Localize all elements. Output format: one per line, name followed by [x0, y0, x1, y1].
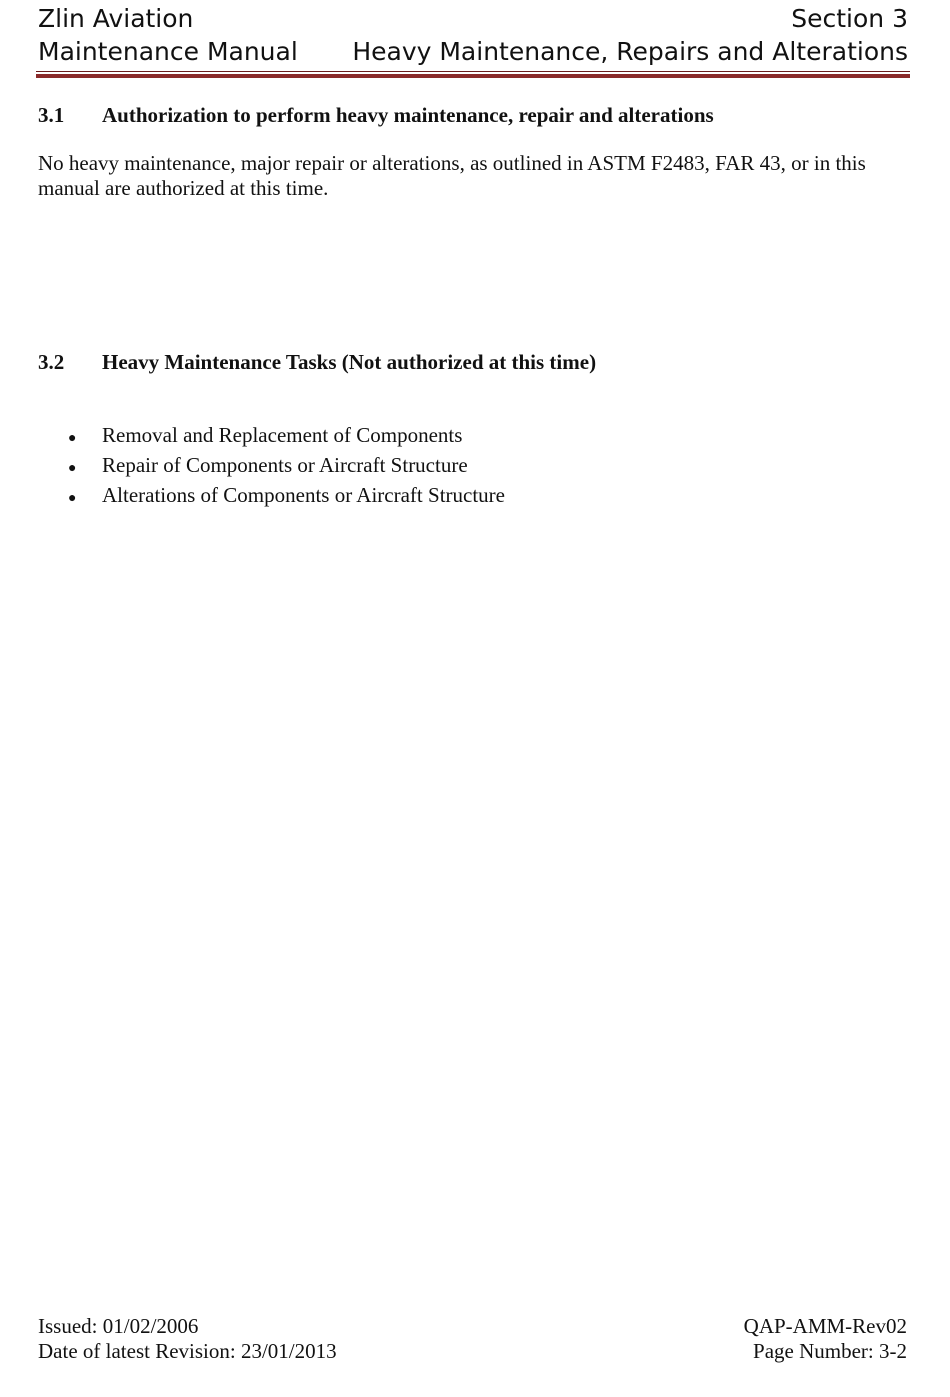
- section-title-header: Heavy Maintenance, Repairs and Alterations: [352, 37, 908, 66]
- list-item-text: Repair of Components or Aircraft Structure: [102, 453, 468, 477]
- header-row-2: [38, 35, 908, 68]
- section-number: 3.1: [38, 103, 65, 127]
- issued-date: Issued: 01/02/2006: [38, 1314, 199, 1338]
- page-header: [38, 2, 908, 68]
- header-row-1: [38, 2, 908, 35]
- section-heading: [38, 100, 898, 130]
- section-heading: [38, 347, 898, 377]
- list-item-text: Alterations of Components or Aircraft Structure: [102, 483, 505, 507]
- manual-name: Maintenance Manual: [38, 37, 298, 66]
- section-3-1: [38, 100, 898, 201]
- bullet-icon: ●: [68, 431, 77, 446]
- section-title: Heavy Maintenance Tasks (Not authorized at this time): [102, 350, 597, 374]
- bullet-icon: ●: [68, 491, 77, 506]
- bullet-icon: ●: [68, 461, 77, 476]
- list-item: [38, 452, 898, 482]
- list-item: [38, 482, 898, 512]
- section-title: Authorization to perform heavy maintenance, repair and alterations: [102, 103, 714, 127]
- footer-row-1: [38, 1314, 907, 1339]
- page-number: Page Number: 3-2: [753, 1339, 907, 1363]
- revision-date: Date of latest Revision: 23/01/2013: [38, 1339, 337, 1363]
- document-id: QAP-AMM-Rev02: [743, 1314, 907, 1338]
- footer-row-2: [38, 1339, 907, 1364]
- section-number: 3.2: [38, 350, 65, 374]
- list-item-text: Removal and Replacement of Components: [102, 423, 463, 447]
- list-item: [38, 422, 898, 452]
- header-divider-thin: [36, 71, 910, 72]
- section-label: Section 3: [791, 4, 908, 33]
- section-3-2: [38, 347, 898, 512]
- task-list: [38, 422, 898, 512]
- company-name: Zlin Aviation: [38, 4, 194, 33]
- page-footer: [38, 1314, 907, 1364]
- section-body: No heavy maintenance, major repair or alterations, as outlined in ASTM F2483, FAR 43, or in this manual are authorized at this time.: [38, 151, 866, 200]
- page-content: [38, 100, 898, 512]
- header-divider-thick: [36, 74, 910, 78]
